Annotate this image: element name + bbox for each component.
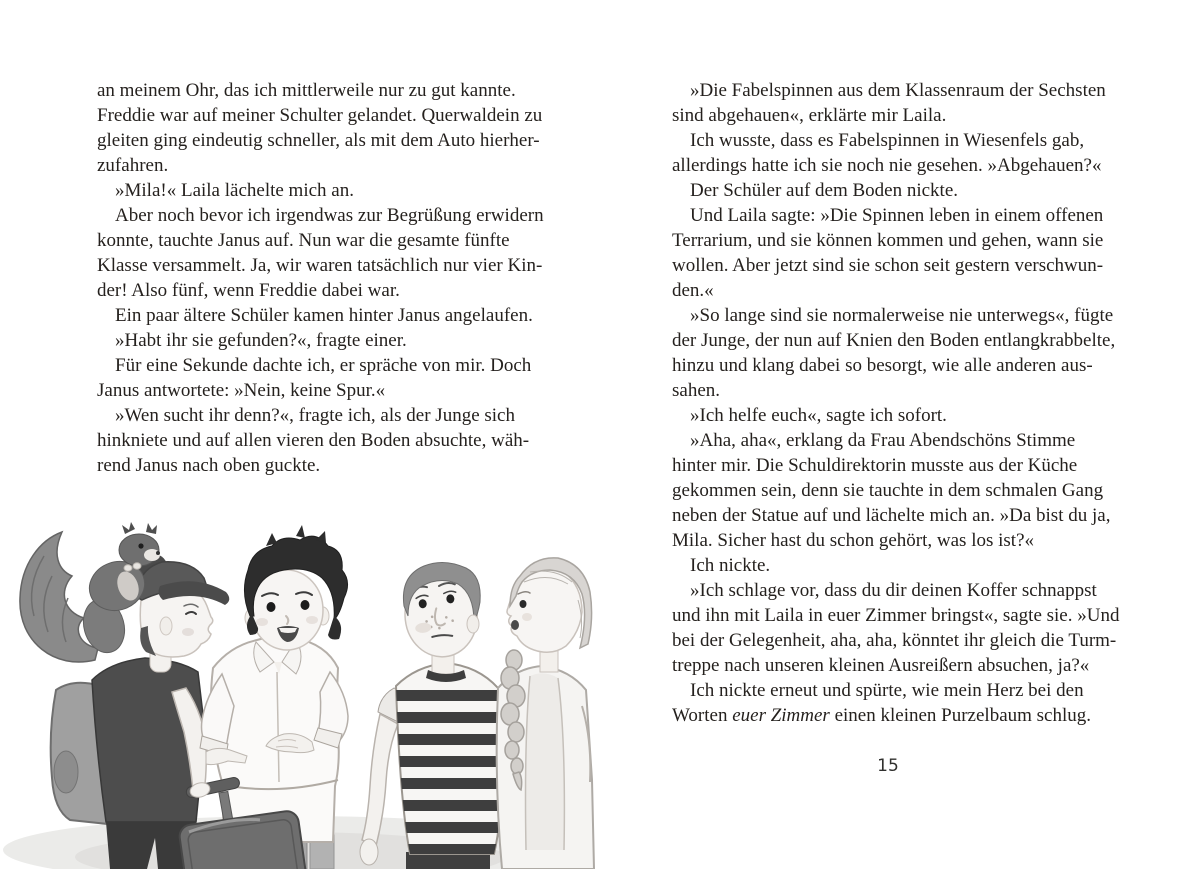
text-line: »Mila!« Laila lächelte mich an. — [115, 180, 354, 201]
italic-text: euer Zimmer — [732, 705, 830, 726]
figure-girl-with-braid — [497, 558, 594, 869]
text-line: »Aha, aha«, erklang da Frau Abendschöns Stimme — [690, 430, 1076, 451]
page-number: 15 — [877, 756, 899, 776]
text-line: hinter mir. Die Schuldirektorin musste aus der Küche — [672, 455, 1078, 476]
text-line: Ein paar ältere Schüler kamen hinter Janus angelaufen. — [115, 305, 533, 326]
text-line: Ich nickte. — [690, 555, 771, 576]
text-line: »Wen sucht ihr denn?«, fragte ich, als der Junge sich — [115, 405, 515, 426]
text-line: Und Laila sagte: »Die Spinnen leben in einem offenen — [690, 205, 1104, 226]
text-line: Klasse versammelt. Ja, wir waren tatsächlich nur vier Kin- — [97, 255, 543, 276]
text-line: »Die Fabelspinnen aus dem Klassenraum der Sechsten — [690, 80, 1106, 101]
text-line: sind abgehauen«, erklärte mir Laila. — [672, 105, 947, 126]
text-line: der Junge, der nun auf Knien den Boden entlangkrabbelte, — [672, 330, 1116, 351]
text-line: konnte, tauchte Janus auf. Nun war die gesamte fünfte — [97, 230, 510, 251]
text-line: gleiten ging eindeutig schneller, als mit dem Auto hierher- — [97, 130, 540, 151]
text-line: »Ich schlage vor, dass du dir deinen Koffer schnappst — [690, 580, 1097, 601]
text-line: Freddie war auf meiner Schulter gelandet. Querwaldein zu — [97, 105, 543, 126]
text-line: Ich nickte erneut und spürte, wie mein Herz bei den — [690, 680, 1084, 701]
text-line: hinzu und klang dabei so besorgt, wie alle anderen aus- — [672, 355, 1093, 376]
text-line: der! Also fünf, wenn Freddie dabei war. — [97, 280, 400, 301]
text-part: einen kleinen Purzelbaum schlug. — [829, 705, 1092, 726]
text-line: Aber noch bevor ich irgendwas zur Begrüßung erwidern — [115, 205, 544, 226]
text-line: »Habt ihr sie gefunden?«, fragte einer. — [115, 330, 407, 351]
text-line: Janus antwortete: »Nein, keine Spur.« — [97, 380, 386, 401]
text-line: hinkniete und auf allen vieren den Boden absuchte, wäh- — [97, 430, 530, 451]
text-line: Der Schüler auf dem Boden nickte. — [690, 180, 959, 201]
text-line: allerdings hatte ich sie noch nie gesehen. »Abgehauen?« — [672, 155, 1102, 176]
text-line: Terrarium, und sie können kommen und gehen, wann sie — [672, 230, 1104, 251]
text-line — [672, 703, 1143, 728]
right-page-text — [672, 78, 1143, 728]
text-line: rend Janus nach oben guckte. — [97, 455, 321, 476]
text-line: »Ich helfe euch«, sagte ich sofort. — [690, 405, 947, 426]
text-line: neben der Statue auf und lächelte mich an. »Da bist du ja, — [672, 505, 1111, 526]
text-line: sahen. — [672, 380, 721, 401]
text-line: Ich wusste, dass es Fabelspinnen in Wiesenfels gab, — [690, 130, 1085, 151]
text-line: zufahren. — [97, 155, 169, 176]
text-line: und ihn mit Laila in euer Zimmer bringst«, sagte sie. »Und — [672, 605, 1120, 626]
text-line: Mila. Sicher hast du schon gehört, was los ist?« — [672, 530, 1035, 551]
text-line: treppe nach unseren kleinen Ausreißern absuchen, ja?« — [672, 655, 1090, 676]
text-part: Worten — [672, 705, 733, 726]
text-line: den.« — [672, 280, 714, 301]
text-line: an meinem Ohr, das ich mittlerweile nur zu gut kannte. — [97, 80, 516, 101]
text-line: »So lange sind sie normalerweise nie unterwegs«, fügte — [690, 305, 1114, 326]
illustration — [0, 520, 600, 869]
squirrel — [20, 522, 160, 662]
text-line: Für eine Sekunde dachte ich, er spräche von mir. Doch — [115, 355, 532, 376]
text-line: wollen. Aber jetzt sind sie schon seit gestern verschwun- — [672, 255, 1104, 276]
text-line: bei der Gelegenheit, aha, aha, könntet ihr gleich die Turm- — [672, 630, 1117, 651]
left-page-text — [97, 78, 568, 478]
text-line: gekommen sein, denn sie tauchte in dem schmalen Gang — [672, 480, 1104, 501]
